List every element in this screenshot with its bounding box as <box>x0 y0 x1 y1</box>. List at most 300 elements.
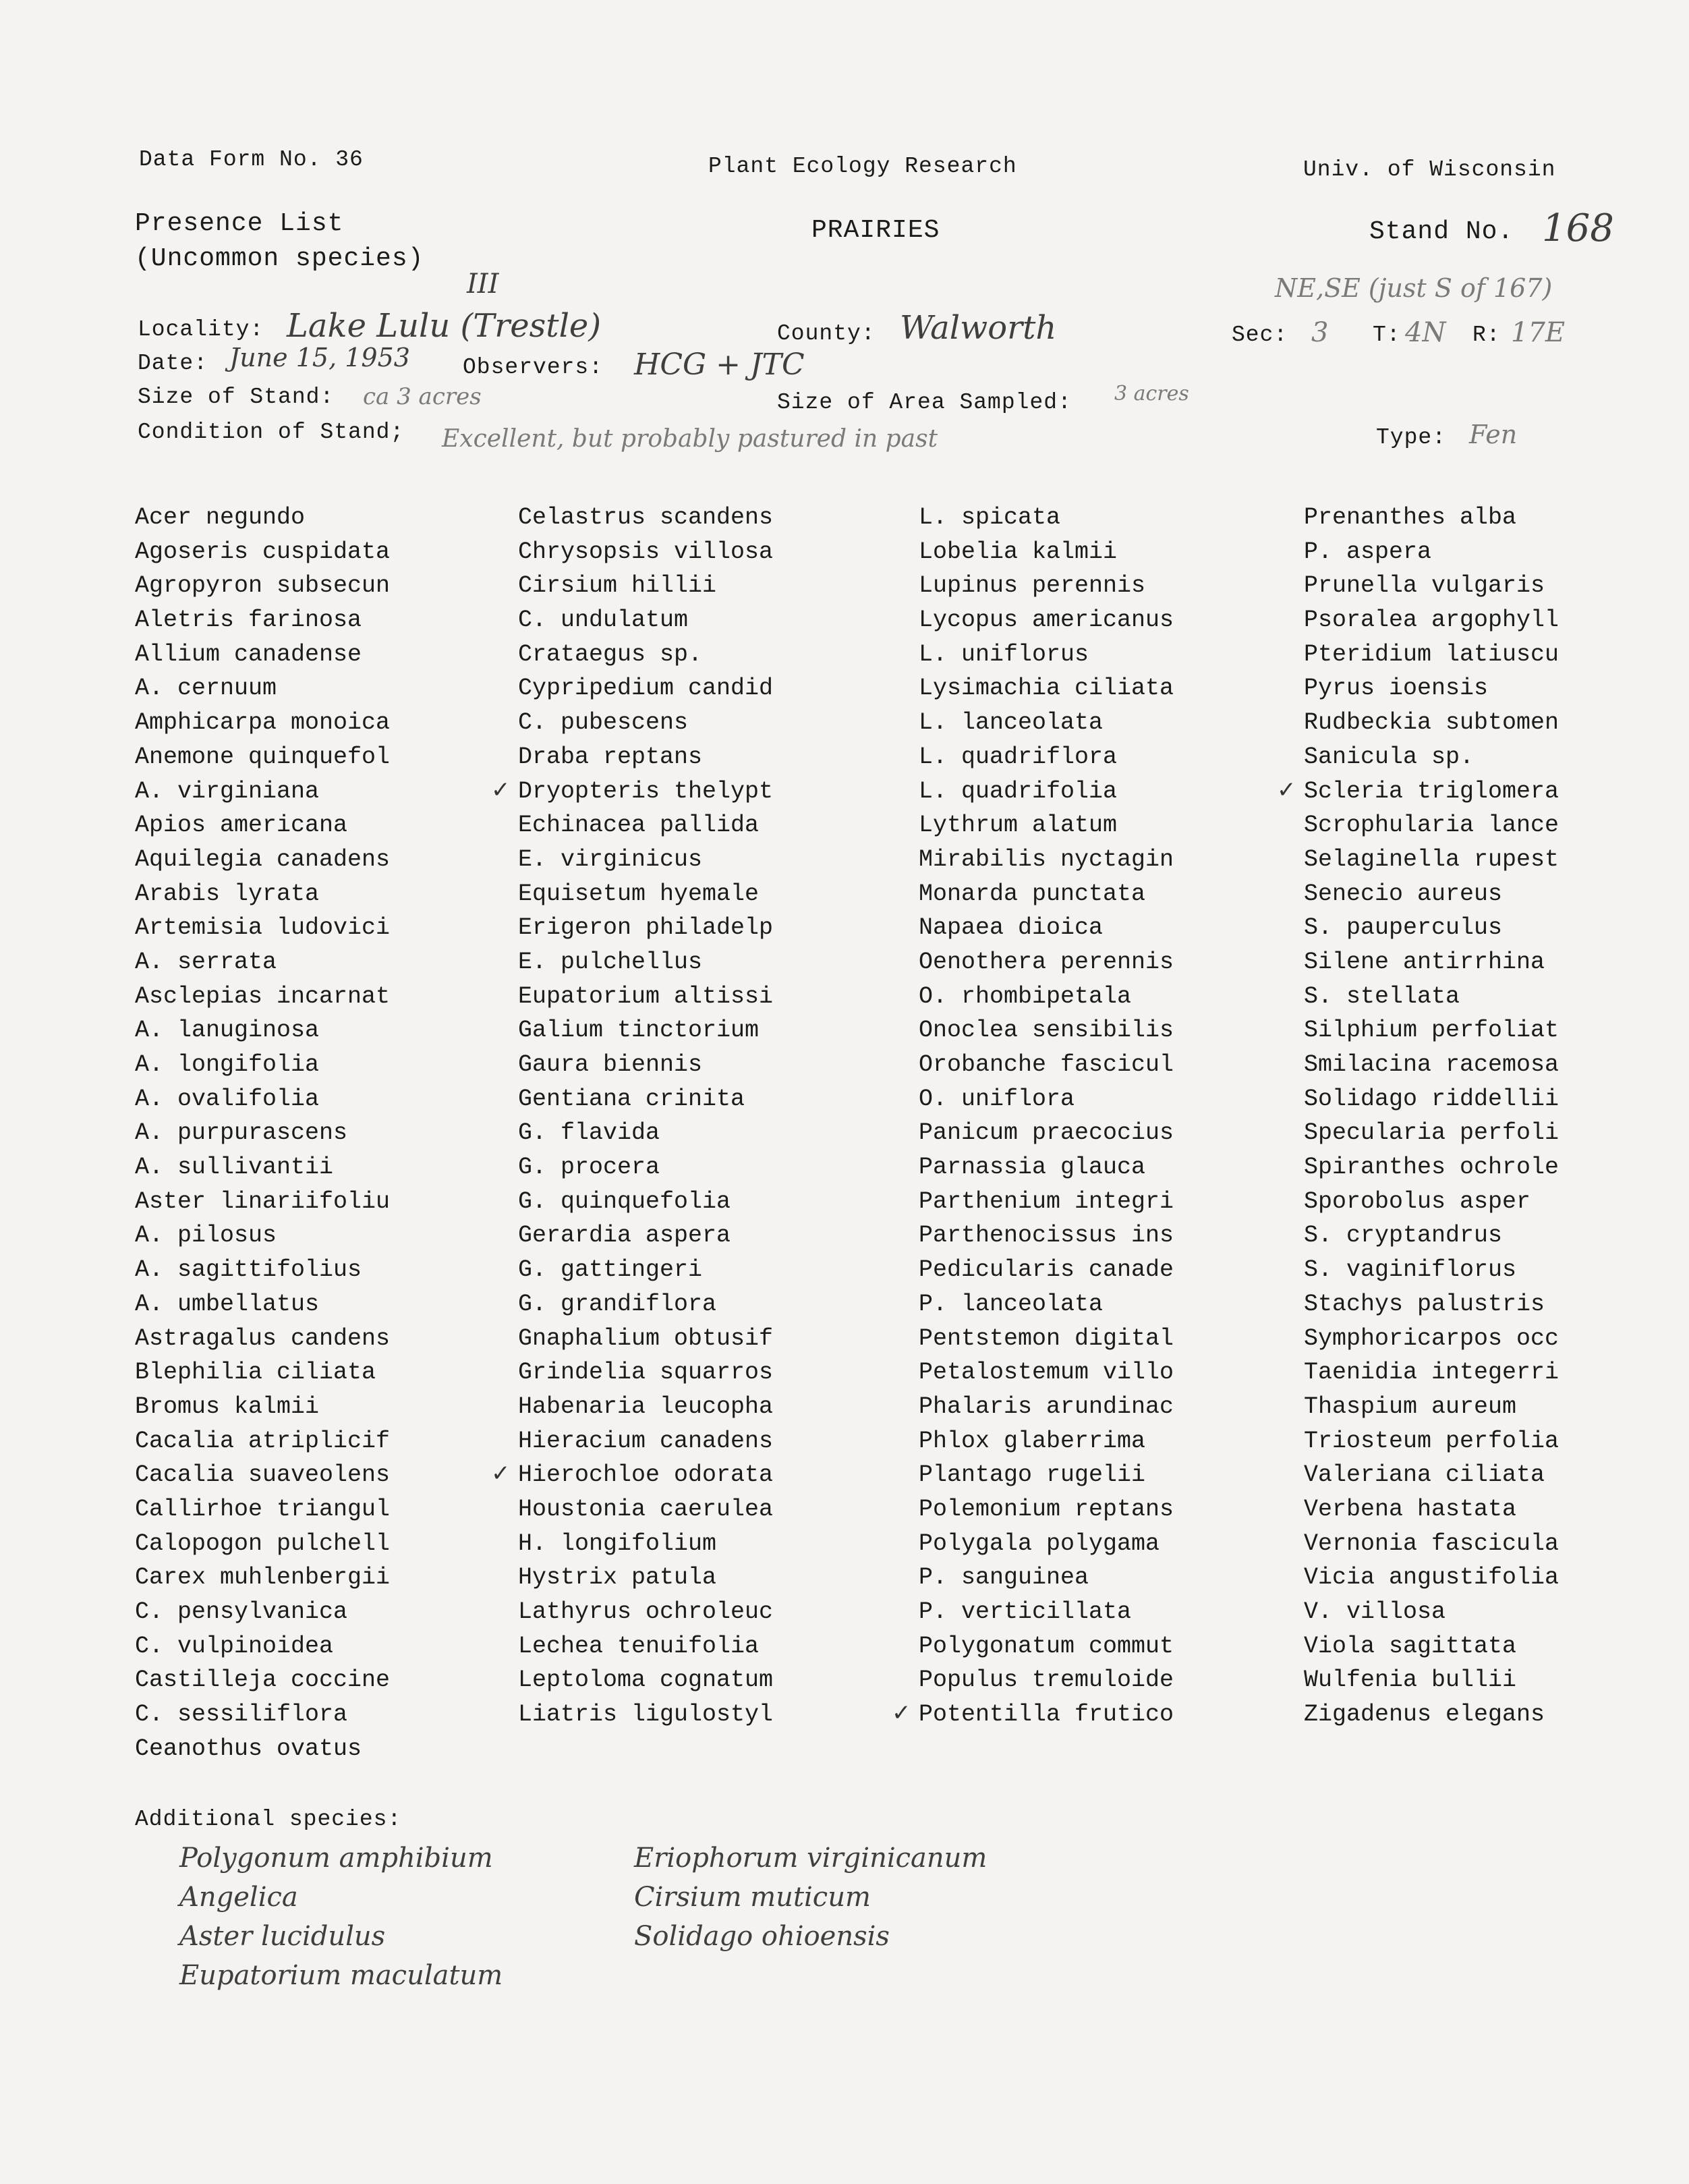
condition-value: Excellent, but probably pastured in past <box>442 425 938 453</box>
species-name: Prunella vulgaris <box>1304 572 1545 600</box>
species-name: G. grandiflora <box>518 1290 717 1318</box>
species-name: Crataegus sp. <box>518 640 703 668</box>
species-name: Draba reptans <box>518 743 703 771</box>
species-item <box>135 638 390 672</box>
species-name: Symphoricarpos occ <box>1304 1324 1559 1352</box>
species-name: Equisetum hyemale <box>518 880 760 907</box>
species-name: Galium tinctorium <box>518 1017 760 1044</box>
species-name: C. pensylvanica <box>135 1598 348 1625</box>
species-item <box>892 1698 1174 1732</box>
species-name: Sanicula sp. <box>1304 743 1475 771</box>
species-item <box>919 945 1174 980</box>
species-item <box>135 1150 390 1185</box>
species-item <box>1304 1390 1559 1424</box>
species-name: Cacalia suaveolens <box>135 1461 391 1489</box>
species-item <box>919 808 1174 843</box>
species-item <box>135 1424 390 1459</box>
species-name: S. pauperculus <box>1304 914 1503 942</box>
species-item <box>135 1629 390 1664</box>
species-item <box>1304 1355 1559 1390</box>
species-name: Agoseris cuspidata <box>135 538 391 565</box>
species-item <box>919 1595 1174 1629</box>
species-item <box>518 706 773 740</box>
check-mark-icon: ✓ <box>892 1700 911 1727</box>
species-item <box>1304 1492 1559 1527</box>
species-item <box>1304 1150 1559 1185</box>
locality-value: Lake Lulu (Trestle) <box>287 307 602 345</box>
species-item <box>919 603 1174 638</box>
species-item <box>518 1663 773 1698</box>
species-name: A. ovalifolia <box>135 1085 320 1113</box>
species-item <box>518 1595 773 1629</box>
species-item <box>135 1219 390 1253</box>
species-item <box>919 1492 1174 1527</box>
stand-number-label: Stand No. <box>1369 217 1514 246</box>
species-name: Parthenocissus ins <box>919 1222 1174 1250</box>
date-label: Date: <box>138 351 208 376</box>
species-name: Silene antirrhina <box>1304 948 1545 976</box>
species-item <box>1304 1287 1559 1322</box>
species-name: Sporobolus asper <box>1304 1187 1531 1215</box>
species-item <box>518 1116 773 1150</box>
species-name: Cypripedium candid <box>518 675 774 702</box>
additional-species-item: Aster lucidulus <box>179 1921 386 1952</box>
species-item <box>1304 501 1559 535</box>
species-name: Gnaphalium obtusif <box>518 1324 774 1352</box>
species-item <box>919 1424 1174 1459</box>
species-name: A. umbellatus <box>135 1290 320 1318</box>
species-item <box>135 1355 390 1390</box>
species-item <box>518 1629 773 1664</box>
species-name: Hystrix patula <box>518 1564 717 1592</box>
species-name: A. purpurascens <box>135 1119 348 1147</box>
species-item <box>919 1287 1174 1322</box>
species-name: A. sullivantii <box>135 1154 334 1181</box>
species-item <box>135 1458 390 1492</box>
species-item <box>135 843 390 877</box>
species-item <box>919 1219 1174 1253</box>
species-item <box>919 1390 1174 1424</box>
species-item <box>135 740 390 775</box>
species-name: Parthenium integri <box>919 1187 1174 1215</box>
list-title: Presence List <box>135 209 344 238</box>
species-item <box>919 740 1174 775</box>
species-name: O. rhombipetala <box>919 982 1132 1010</box>
species-name: Ceanothus ovatus <box>135 1735 362 1762</box>
township-value: 4N <box>1405 317 1446 348</box>
species-name: Acer negundo <box>135 504 306 531</box>
species-name: Chrysopsis villosa <box>518 538 774 565</box>
species-item <box>135 1492 390 1527</box>
species-name: Psoralea argophyll <box>1304 607 1559 634</box>
species-name: Prenanthes alba <box>1304 504 1517 531</box>
species-item <box>919 1116 1174 1150</box>
species-name: Orobanche fascicul <box>919 1051 1174 1078</box>
species-name: S. cryptandrus <box>1304 1222 1503 1250</box>
additional-species-item: Solidago ohioensis <box>634 1921 890 1952</box>
species-item <box>919 706 1174 740</box>
species-name: Silphium perfoliat <box>1304 1017 1559 1044</box>
species-item <box>919 775 1174 809</box>
species-name: P. lanceolata <box>919 1290 1104 1318</box>
section-value: 3 <box>1311 317 1329 348</box>
species-item <box>518 877 773 912</box>
species-name: G. quinquefolia <box>518 1187 731 1215</box>
species-name: Echinacea pallida <box>518 812 760 839</box>
species-name: Vernonia fascicula <box>1304 1530 1559 1557</box>
species-item <box>1304 1116 1559 1150</box>
species-name: Plantago rugelii <box>919 1461 1146 1489</box>
species-item <box>1304 535 1559 569</box>
species-name: A. pilosus <box>135 1222 277 1250</box>
species-item <box>1304 808 1559 843</box>
species-item <box>1304 1424 1559 1459</box>
species-name: Pteridium latiuscu <box>1304 640 1559 668</box>
species-item <box>919 1082 1174 1117</box>
species-name: G. flavida <box>518 1119 660 1147</box>
species-item <box>1304 1527 1559 1561</box>
species-name: Aster linariifoliu <box>135 1187 391 1215</box>
species-name: Callirhoe triangul <box>135 1495 391 1523</box>
species-item <box>919 501 1174 535</box>
species-item <box>135 1287 390 1322</box>
stand-size-label: Size of Stand: <box>138 385 335 410</box>
species-item <box>1304 706 1559 740</box>
species-name: A. virginiana <box>135 777 320 805</box>
species-item <box>135 501 390 535</box>
species-item <box>919 1663 1174 1698</box>
species-item <box>1304 1561 1559 1595</box>
species-name: Gaura biennis <box>518 1051 703 1078</box>
species-name: Scleria triglomera <box>1304 777 1559 805</box>
species-item <box>919 1150 1174 1185</box>
stand-type-value: Fen <box>1469 420 1518 449</box>
species-item <box>1304 1219 1559 1253</box>
species-name: Blephilia ciliata <box>135 1359 376 1387</box>
species-name: A. serrata <box>135 948 277 976</box>
species-item <box>518 843 773 877</box>
additional-species-item: Polygonum amphibium <box>179 1843 493 1874</box>
species-name: L. uniflorus <box>919 640 1089 668</box>
species-item <box>1304 1663 1559 1698</box>
species-item <box>135 1013 390 1048</box>
species-item <box>919 671 1174 706</box>
species-name: H. longifolium <box>518 1530 717 1557</box>
species-item <box>518 1219 773 1253</box>
species-item <box>135 1595 390 1629</box>
species-name: Leptoloma cognatum <box>518 1667 774 1694</box>
species-item <box>919 911 1174 945</box>
species-name: Liatris ligulostyl <box>518 1701 774 1729</box>
check-mark-icon: ✓ <box>1277 776 1296 804</box>
organization: Plant Ecology Research <box>708 154 1017 179</box>
observers-value: HCG + JTC <box>634 347 805 382</box>
species-name: S. vaginiflorus <box>1304 1256 1517 1284</box>
species-item <box>1304 569 1559 603</box>
species-name: G. procera <box>518 1154 660 1181</box>
species-item <box>919 1458 1174 1492</box>
species-item <box>518 1253 773 1287</box>
species-item <box>518 1082 773 1117</box>
species-name: Rudbeckia subtomen <box>1304 709 1559 737</box>
species-name: Viola sagittata <box>1304 1632 1517 1660</box>
species-name: E. pulchellus <box>518 948 703 976</box>
species-item <box>518 740 773 775</box>
species-name: P. verticillata <box>919 1598 1132 1625</box>
species-item <box>1304 1185 1559 1219</box>
species-item <box>919 535 1174 569</box>
species-name: Erigeron philadelp <box>518 914 774 942</box>
species-name: Castilleja coccine <box>135 1667 391 1694</box>
species-item <box>518 1150 773 1185</box>
species-item <box>491 1458 774 1492</box>
species-name: Napaea dioica <box>919 914 1104 942</box>
species-name: Scrophularia lance <box>1304 812 1559 839</box>
species-item <box>135 1732 390 1766</box>
species-name: Arabis lyrata <box>135 880 320 907</box>
species-name: C. undulatum <box>518 607 689 634</box>
species-item <box>518 1424 773 1459</box>
species-item <box>919 980 1174 1014</box>
species-name: G. gattingeri <box>518 1256 703 1284</box>
species-item <box>1304 1698 1559 1732</box>
species-item <box>518 945 773 980</box>
species-name: Potentilla frutico <box>919 1701 1174 1729</box>
species-item <box>919 1355 1174 1390</box>
species-name: Polygala polygama <box>919 1530 1160 1557</box>
species-name: Dryopteris thelypt <box>518 777 774 805</box>
species-item <box>135 945 390 980</box>
species-item <box>135 1253 390 1287</box>
species-name: E. virginicus <box>518 845 703 873</box>
species-item <box>518 980 773 1014</box>
species-column-3 <box>892 501 1174 1732</box>
species-name: Lechea tenuifolia <box>518 1632 760 1660</box>
species-name: Asclepias incarnat <box>135 982 391 1010</box>
species-name: C. pubescens <box>518 709 689 737</box>
species-name: Gentiana crinita <box>518 1085 745 1113</box>
species-name: Habenaria leucopha <box>518 1393 774 1420</box>
species-item <box>135 877 390 912</box>
species-item <box>518 1527 773 1561</box>
species-name: Pentstemon digital <box>919 1324 1174 1352</box>
species-item <box>518 1185 773 1219</box>
species-name: Phlox glaberrima <box>919 1427 1146 1455</box>
species-name: Taenidia integerri <box>1304 1359 1559 1387</box>
species-name: A. cernuum <box>135 675 277 702</box>
species-name: Hieracium canadens <box>518 1427 774 1455</box>
locality-label: Locality: <box>138 317 264 342</box>
species-item <box>518 569 773 603</box>
species-item <box>135 980 390 1014</box>
species-column-1 <box>135 501 390 1766</box>
species-column-2 <box>491 501 774 1732</box>
species-name: Solidago riddellii <box>1304 1085 1559 1113</box>
species-name: Stachys palustris <box>1304 1290 1545 1318</box>
species-item <box>135 1390 390 1424</box>
species-item <box>135 1185 390 1219</box>
species-name: L. spicata <box>919 504 1061 531</box>
species-item <box>135 1082 390 1117</box>
species-name: Lobelia kalmii <box>919 538 1118 565</box>
species-name: Specularia perfoli <box>1304 1119 1559 1147</box>
section-label: Sec: <box>1232 323 1288 347</box>
species-name: Spiranthes ochrole <box>1304 1154 1559 1181</box>
species-name: Grindelia squarros <box>518 1359 774 1387</box>
species-item <box>919 1048 1174 1082</box>
species-name: Polemonium reptans <box>919 1495 1174 1523</box>
species-name: P. sanguinea <box>919 1564 1089 1592</box>
category-title: PRAIRIES <box>811 216 940 245</box>
species-item <box>919 1013 1174 1048</box>
species-item <box>1304 945 1559 980</box>
species-item <box>135 603 390 638</box>
species-column-4 <box>1277 501 1559 1732</box>
species-name: Onoclea sensibilis <box>919 1017 1174 1044</box>
species-name: P. aspera <box>1304 538 1432 565</box>
form-number: Data Form No. 36 <box>139 147 364 172</box>
species-name: Cacalia atriplicif <box>135 1427 391 1455</box>
species-item <box>1277 775 1559 809</box>
species-item <box>135 569 390 603</box>
species-name: Artemisia ludovici <box>135 914 391 942</box>
species-name: A. lanuginosa <box>135 1017 320 1044</box>
species-name: Carex muhlenbergii <box>135 1564 391 1592</box>
species-item <box>919 843 1174 877</box>
species-item <box>1304 740 1559 775</box>
sampled-area-label: Size of Area Sampled: <box>777 390 1072 415</box>
date-value: June 15, 1953 <box>229 343 410 372</box>
species-name: Parnassia glauca <box>919 1154 1146 1181</box>
species-name: L. lanceolata <box>919 709 1104 737</box>
county-label: County: <box>777 321 876 346</box>
species-name: Monarda punctata <box>919 880 1146 907</box>
species-name: Panicum praecocius <box>919 1119 1174 1147</box>
species-name: Thaspium aureum <box>1304 1393 1517 1420</box>
species-name: V. villosa <box>1304 1598 1446 1625</box>
species-name: Bromus kalmii <box>135 1393 320 1420</box>
additional-species-item: Eriophorum virginicanum <box>634 1843 987 1874</box>
species-item <box>919 1253 1174 1287</box>
species-item <box>518 1355 773 1390</box>
species-item <box>1304 638 1559 672</box>
species-item <box>1304 1013 1559 1048</box>
species-item <box>518 501 773 535</box>
species-name: S. stellata <box>1304 982 1460 1010</box>
stand-type-label: Type: <box>1376 425 1447 450</box>
county-value: Walworth <box>900 309 1057 347</box>
species-name: Astragalus candens <box>135 1324 391 1352</box>
species-item <box>518 1698 773 1732</box>
species-name: C. sessiliflora <box>135 1701 348 1729</box>
species-item <box>518 1561 773 1595</box>
species-name: Phalaris arundinac <box>919 1393 1174 1420</box>
species-item <box>135 1527 390 1561</box>
species-item <box>135 706 390 740</box>
species-name: Senecio aureus <box>1304 880 1503 907</box>
species-item <box>1304 1048 1559 1082</box>
species-name: O. uniflora <box>919 1085 1075 1113</box>
species-item <box>1304 1322 1559 1356</box>
species-item <box>518 911 773 945</box>
species-item <box>1304 603 1559 638</box>
species-item <box>518 671 773 706</box>
observers-label: Observers: <box>463 355 604 380</box>
species-name: Lathyrus ochroleuc <box>518 1598 774 1625</box>
species-name: Houstonia caerulea <box>518 1495 774 1523</box>
species-name: Pedicularis canade <box>919 1256 1174 1284</box>
species-name: Celastrus scandens <box>518 504 774 531</box>
species-item <box>1304 843 1559 877</box>
additional-species-item: Angelica <box>179 1882 298 1913</box>
species-name: Agropyron subsecun <box>135 572 391 600</box>
university: Univ. of Wisconsin <box>1303 157 1556 182</box>
species-item <box>518 1492 773 1527</box>
species-item <box>135 1561 390 1595</box>
species-item <box>919 1322 1174 1356</box>
section-note: NE,SE (just S of 167) <box>1275 273 1553 303</box>
species-item <box>1304 671 1559 706</box>
species-item <box>1304 1595 1559 1629</box>
species-item <box>518 1287 773 1322</box>
species-name: Lupinus perennis <box>919 572 1146 600</box>
species-name: Gerardia aspera <box>518 1222 731 1250</box>
species-name: Lysimachia ciliata <box>919 675 1174 702</box>
sampled-area-value: 3 acres <box>1114 382 1189 405</box>
species-item <box>135 775 390 809</box>
check-mark-icon: ✓ <box>491 776 511 804</box>
additional-species-item: Cirsium muticum <box>634 1882 871 1913</box>
species-name: Amphicarpa monoica <box>135 709 391 737</box>
species-item <box>919 1629 1174 1664</box>
township-label: T: <box>1373 323 1401 347</box>
species-name: C. vulpinoidea <box>135 1632 334 1660</box>
species-name: Polygonatum commut <box>919 1632 1174 1660</box>
species-item <box>518 808 773 843</box>
species-item <box>135 1322 390 1356</box>
species-item <box>518 1322 773 1356</box>
species-item <box>919 569 1174 603</box>
species-item <box>1304 980 1559 1014</box>
species-name: Lycopus americanus <box>919 607 1174 634</box>
species-item <box>1304 1082 1559 1117</box>
species-item <box>919 1527 1174 1561</box>
species-name: L. quadrifolia <box>919 777 1118 805</box>
list-subtitle: (Uncommon species) <box>135 244 424 273</box>
species-name: Apios americana <box>135 812 348 839</box>
species-item <box>518 1013 773 1048</box>
species-name: Lythrum alatum <box>919 812 1118 839</box>
species-item <box>1304 877 1559 912</box>
species-name: Petalostemum villo <box>919 1359 1174 1387</box>
species-name: Aquilegia canadens <box>135 845 391 873</box>
species-item <box>135 1698 390 1732</box>
species-name: Oenothera perennis <box>919 948 1174 976</box>
stand-size-value: ca 3 acres <box>363 383 482 410</box>
species-name: Pyrus ioensis <box>1304 675 1489 702</box>
species-name: Hierochloe odorata <box>518 1461 774 1489</box>
species-item <box>491 775 774 809</box>
species-item <box>135 671 390 706</box>
species-item <box>1304 911 1559 945</box>
species-item <box>135 1663 390 1698</box>
stand-number-value: 168 <box>1542 206 1614 250</box>
species-item <box>919 638 1174 672</box>
species-item <box>919 1185 1174 1219</box>
range-label: R: <box>1472 323 1501 347</box>
species-item <box>518 1048 773 1082</box>
species-item <box>135 1048 390 1082</box>
